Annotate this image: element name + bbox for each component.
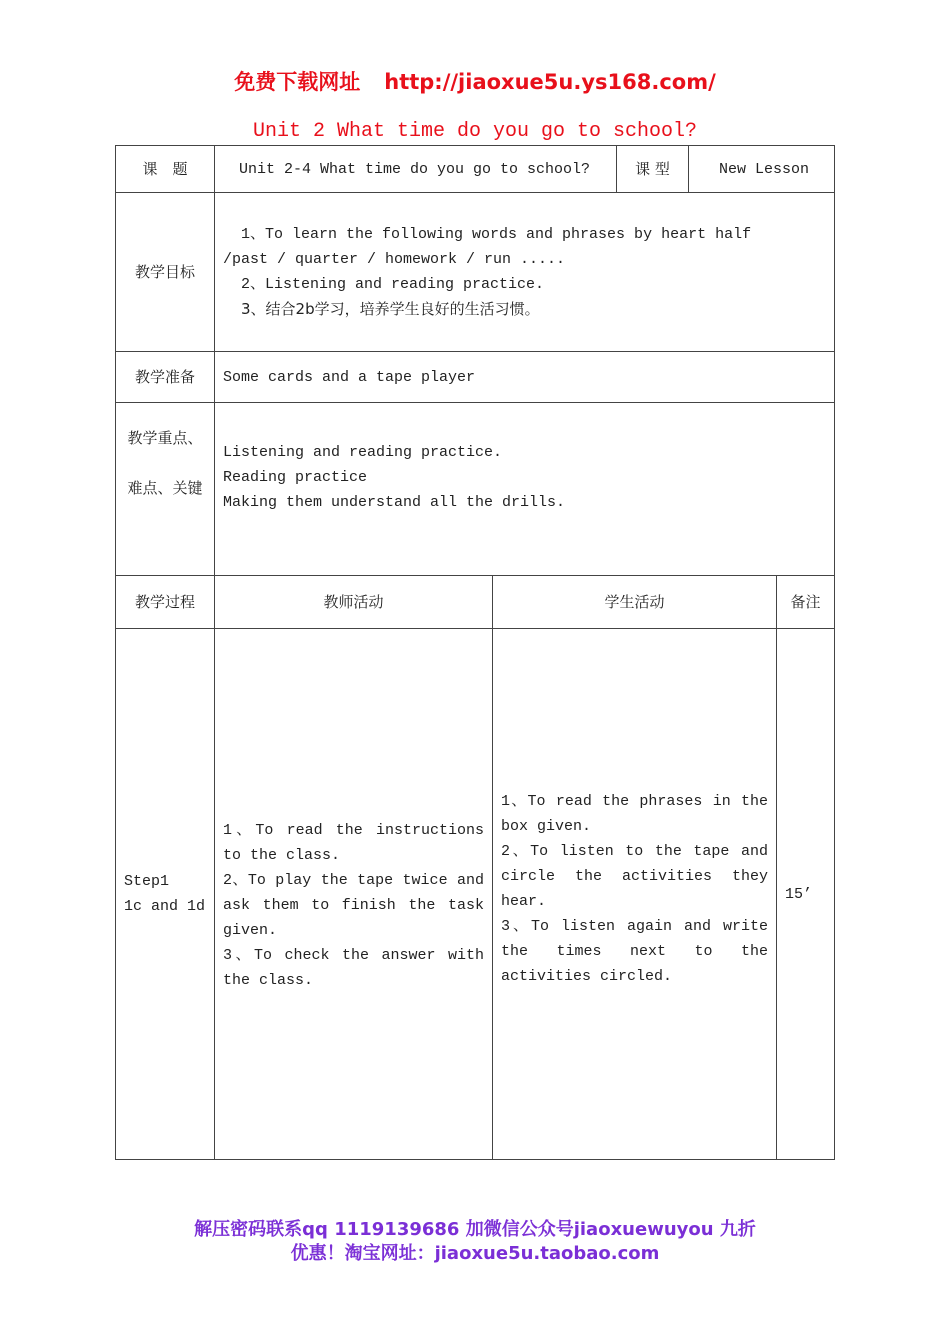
document-title: Unit 2 What time do you go to school? — [252, 120, 698, 143]
type-label: 课 型 — [617, 146, 689, 193]
prep-row — [116, 352, 835, 403]
process-header-row — [116, 576, 835, 629]
goal-item: 1、To learn the following words and phrases by heart half /past / quarter / homework / run ..... — [223, 226, 752, 268]
download-label: 免费下载网址 — [234, 70, 361, 94]
footer-line: 优惠！淘宝网址：jiaoxue5u.taobao.com — [290, 1243, 660, 1264]
topic-value: Unit 2-4 What time do you go to school? — [215, 146, 617, 193]
type-value: New Lesson — [689, 146, 835, 193]
prep-value: Some cards and a tape player — [215, 352, 835, 403]
footer-notice — [0, 1218, 950, 1266]
step-name: Step1 — [124, 873, 170, 890]
prep-label: 教学准备 — [116, 352, 215, 403]
step-row — [116, 629, 835, 1160]
topic-label: 课 题 — [116, 146, 215, 193]
focus-cell — [215, 403, 835, 576]
focus-label-cell — [116, 403, 215, 576]
goals-row — [116, 193, 835, 352]
focus-row — [116, 403, 835, 576]
student-activities — [493, 629, 777, 1160]
focus-label-line: 教学重点、 — [127, 429, 203, 447]
teacher-header: 教师活动 — [215, 576, 493, 629]
step-cell — [116, 629, 215, 1160]
process-header: 教学过程 — [116, 576, 215, 629]
download-url-link[interactable]: http://jiaoxue5u.ys168.com/ — [384, 70, 716, 94]
lesson-plan-table — [115, 145, 835, 1160]
step-note: 15’ — [777, 629, 835, 1160]
footer-line: 解压密码联系qq 1119139686 加微信公众号jiaoxuewuyou 九折 — [194, 1219, 756, 1240]
goal-item: 2、Listening and reading practice. — [241, 276, 545, 293]
teacher-activity: 1、To read the instructions to the class. — [223, 821, 484, 864]
goals-label: 教学目标 — [116, 193, 215, 352]
student-activity: 2、To listen to the tape and circle the activities they hear. — [501, 843, 768, 910]
focus-line: Making them understand all the drills. — [223, 494, 566, 511]
step-sub: 1c and 1d — [124, 898, 206, 915]
focus-line: Listening and reading practice. — [223, 444, 503, 461]
teacher-activities — [215, 629, 493, 1160]
student-activity: 1、To read the phrases in the box given. — [501, 793, 768, 835]
download-header — [0, 66, 950, 96]
teacher-activity: 2、To play the tape twice and ask them to finish the task given. — [223, 871, 484, 939]
topic-row — [116, 146, 835, 193]
notes-header: 备注 — [777, 576, 835, 629]
student-activity: 3、To listen again and write the times next to the activities circled. — [501, 918, 768, 985]
teacher-activity: 3、To check the answer with the class. — [223, 946, 484, 989]
goals-cell — [215, 193, 835, 352]
focus-label-line: 难点、关键 — [127, 479, 203, 497]
student-header: 学生活动 — [493, 576, 777, 629]
focus-line: Reading practice — [223, 469, 368, 486]
goal-item: 3、结合2b学习，培养学生良好的生活习惯。 — [241, 300, 540, 318]
